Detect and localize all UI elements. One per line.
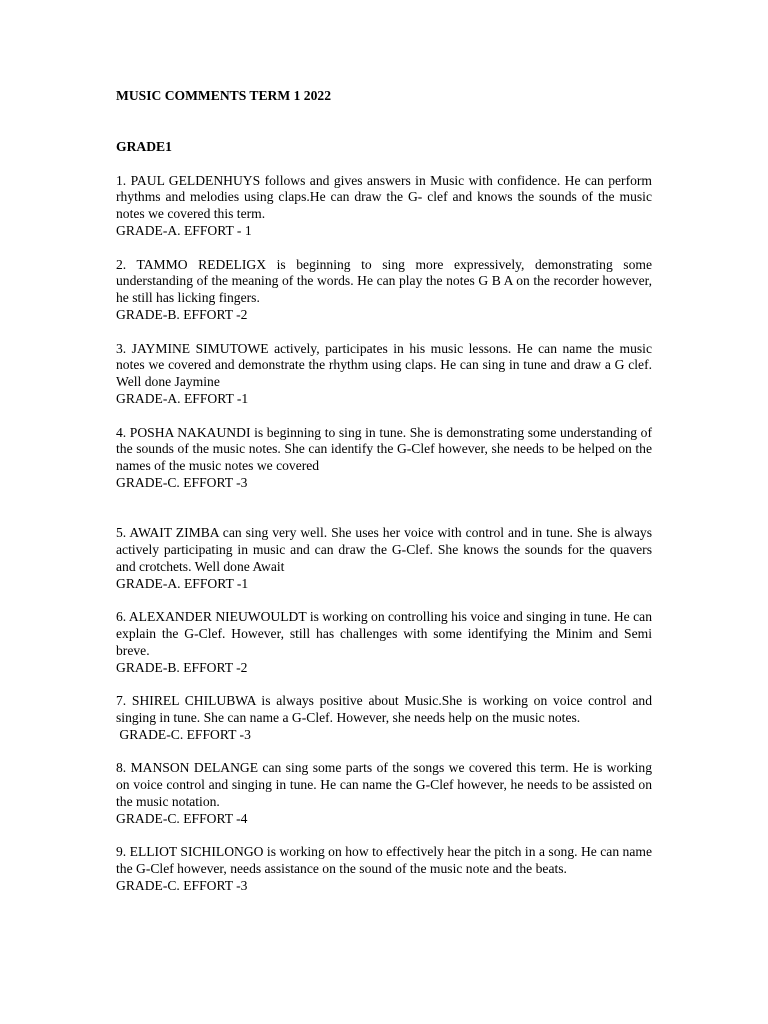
grade-effort: GRADE-C. EFFORT -3 <box>116 726 251 742</box>
student-entry <box>116 257 652 324</box>
student-comments-list <box>116 173 652 895</box>
student-entry <box>116 425 652 492</box>
grade-effort: GRADE-C. EFFORT -4 <box>116 810 248 826</box>
student-comment: 4. POSHA NAKAUNDI is beginning to sing in tune. She is demonstrating some understanding of the sounds of the music notes. She can identify the G-Clef however, she needs to be helped on the names of the music notes we covered <box>116 424 652 474</box>
grade-heading: GRADE1 <box>116 138 172 154</box>
student-comment: 9. ELLIOT SICHILONGO is working on how to effectively hear the pitch in a song. He can name the G-Clef however, needs assistance on the sound of the music note and the beats. <box>116 844 652 877</box>
student-comment: 2. TAMMO REDELIGX is beginning to sing more expressively, demonstrating some understanding of the meaning of the words. He can play the notes G B A on the recorder however, he still has licking fingers. <box>116 256 652 306</box>
grade-effort: GRADE-A. EFFORT -1 <box>116 575 249 591</box>
grade-effort: GRADE-A. EFFORT -1 <box>116 390 249 406</box>
student-comment: 7. SHIREL CHILUBWA is always positive about Music.She is working on voice control and singing in tune. She can name a G-Clef. However, she needs help on the music notes. <box>116 693 652 726</box>
student-entry <box>116 760 652 827</box>
grade-effort: GRADE-C. EFFORT -3 <box>116 474 248 490</box>
grade-effort: GRADE-A. EFFORT - 1 <box>116 222 252 238</box>
student-comment: 6. ALEXANDER NIEUWOULDT is working on controlling his voice and singing in tune. He can explain the G-Clef. However, still has challenges with some identifying the Minim and Semi breve. <box>116 609 652 658</box>
student-entry <box>116 609 652 676</box>
document-title: MUSIC COMMENTS TERM 1 2022 <box>116 88 331 103</box>
student-entry <box>116 341 652 408</box>
student-entry <box>116 173 652 240</box>
student-comment: 8. MANSON DELANGE can sing some parts of the songs we covered this term. He is working on voice control and singing in tune. He can name the G-Clef however, he needs to be assisted on the music notation. <box>116 760 652 810</box>
grade-effort: GRADE-B. EFFORT -2 <box>116 659 248 675</box>
student-entry <box>116 693 652 743</box>
grade-effort: GRADE-C. EFFORT -3 <box>116 878 248 894</box>
document-body <box>116 88 652 912</box>
student-entry <box>116 844 652 894</box>
student-entry <box>116 525 652 592</box>
grade-effort: GRADE-B. EFFORT -2 <box>116 306 248 322</box>
student-comment: 3. JAYMINE SIMUTOWE actively, participates in his music lessons. He can name the music notes we covered and demonstrate the rhythm using claps. He can sing in tune and draw a G clef. Well done Jaymine <box>116 340 652 390</box>
student-comment: 5. AWAIT ZIMBA can sing very well. She uses her voice with control and in tune. She is always actively participating in music and can draw the G-Clef. She knows the sounds for the quavers and crotchets. Well done Await <box>116 525 652 574</box>
student-comment: 1. PAUL GELDENHUYS follows and gives answers in Music with confidence. He can perform rhythms and melodies using claps.He can draw the G- clef and knows the sounds of the music notes we covered this term. <box>116 172 652 222</box>
